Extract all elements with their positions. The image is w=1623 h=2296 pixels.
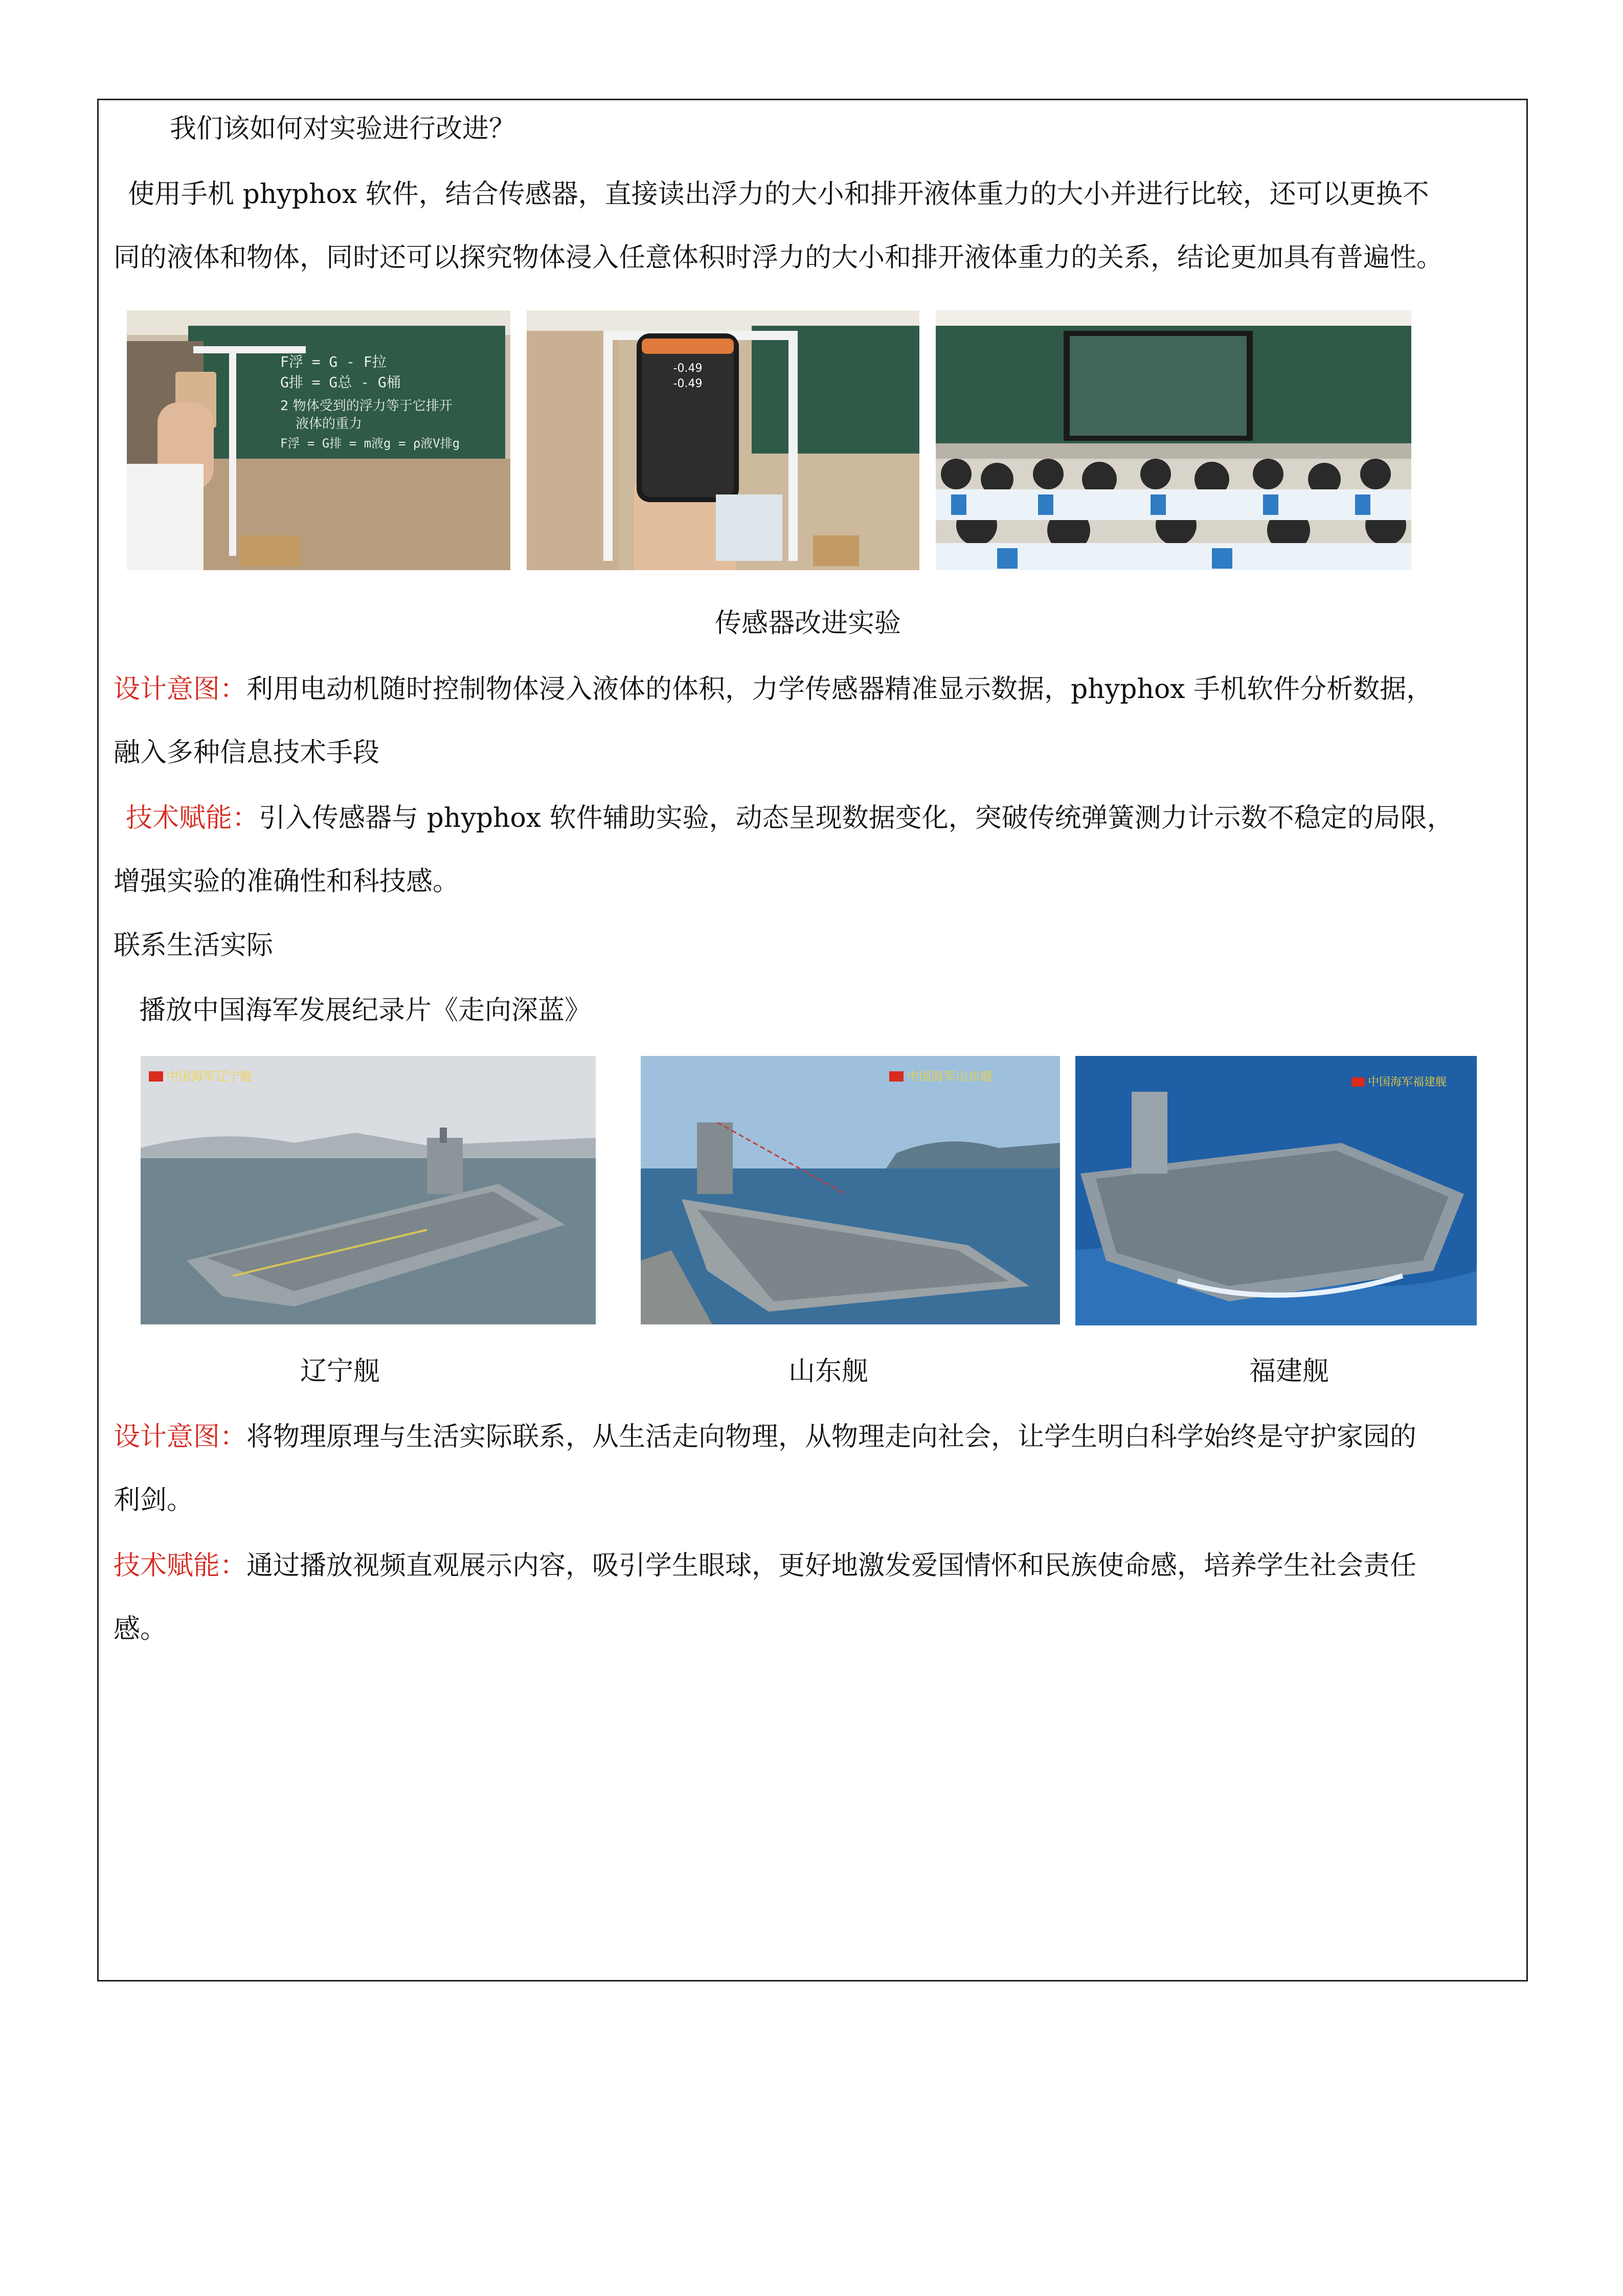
design-intent-text-2: 融入多种信息技术手段 — [114, 737, 380, 768]
tech-empower-label: 技术赋能： — [126, 803, 259, 834]
carrier-caption-liaoning: 辽宁舰 — [300, 1356, 380, 1387]
documentary-intro: 播放中国海军发展纪录片《走向深蓝》 — [139, 995, 592, 1026]
classroom-photo-phone — [527, 310, 919, 570]
blackboard-formula: F浮 = G排 = m液g = ρ液V排g — [280, 436, 460, 451]
tech-empower-label: 技术赋能： — [114, 1550, 247, 1581]
sensor-caption: 传感器改进实验 — [715, 608, 901, 639]
blackboard-formula: 液体的重力 — [296, 416, 363, 432]
carrier-overlay-text: 中国海军山东舰 — [907, 1069, 993, 1084]
paragraph-line-2: 同的液体和物体，同时还可以探究物体浸入任意体积时浮力的大小和排开液体重力的关系，结论更加具有普遍性。 — [114, 242, 1444, 273]
question-text: 我们该如何对实验进行改进？ — [170, 114, 516, 144]
design-intent-label: 设计意图： — [114, 674, 247, 705]
carrier-overlay-text: 中国海军福建舰 — [1368, 1076, 1447, 1089]
blackboard-formula: G排 = G总 - G桶 — [280, 374, 401, 391]
section-heading: 联系生活实际 — [114, 930, 274, 961]
carrier-photo-shandong — [641, 1056, 1060, 1324]
blackboard-formula: F浮 = G - F拉 — [280, 353, 387, 370]
design-intent-text: 利用电动机随时控制物体浸入液体的体积，力学传感器精准显示数据，phyphox 手机软件分析数据， — [246, 674, 1433, 705]
tech-empower-text: 引入传感器与 phyphox 软件辅助实验，动态呈现数据变化，突破传统弹簧测力计示数不稳定的局限， — [259, 803, 1454, 834]
classroom-photo-students — [936, 310, 1411, 570]
classroom-photo-blackboard — [127, 310, 510, 570]
design-intent-text: 将物理原理与生活实际联系，从生活走向物理，从物理走向社会，让学生明白科学始终是守护家园的 — [246, 1422, 1417, 1452]
carrier-photo-liaoning — [141, 1056, 596, 1324]
tech-empower-text-2: 增强实验的准确性和科技感。 — [114, 866, 460, 897]
tech-empower-text: 通过播放视频直观展示内容，吸引学生眼球，更好地激发爱国情怀和民族使命感，培养学生社会责任 — [246, 1550, 1417, 1581]
blackboard-formula: 2 物体受到的浮力等于它排开 — [280, 398, 453, 414]
tech-empower-text-2: 感。 — [114, 1614, 167, 1645]
paragraph-line-1: 使用手机 phyphox 软件，结合传感器，直接读出浮力的大小和排开液体重力的大小并进行比较，还可以更换不 — [128, 179, 1429, 210]
phone-reading: -0.49 — [673, 362, 703, 375]
design-intent-label: 设计意图： — [114, 1422, 247, 1452]
phone-reading: -0.49 — [673, 377, 703, 390]
carrier-photo-fujian — [1075, 1056, 1477, 1325]
design-intent-text-2: 利剑。 — [114, 1485, 194, 1516]
carrier-overlay-text: 中国海军辽宁舰 — [166, 1069, 252, 1084]
carrier-caption-shandong: 山东舰 — [788, 1356, 869, 1387]
carrier-caption-fujian: 福建舰 — [1249, 1356, 1329, 1387]
